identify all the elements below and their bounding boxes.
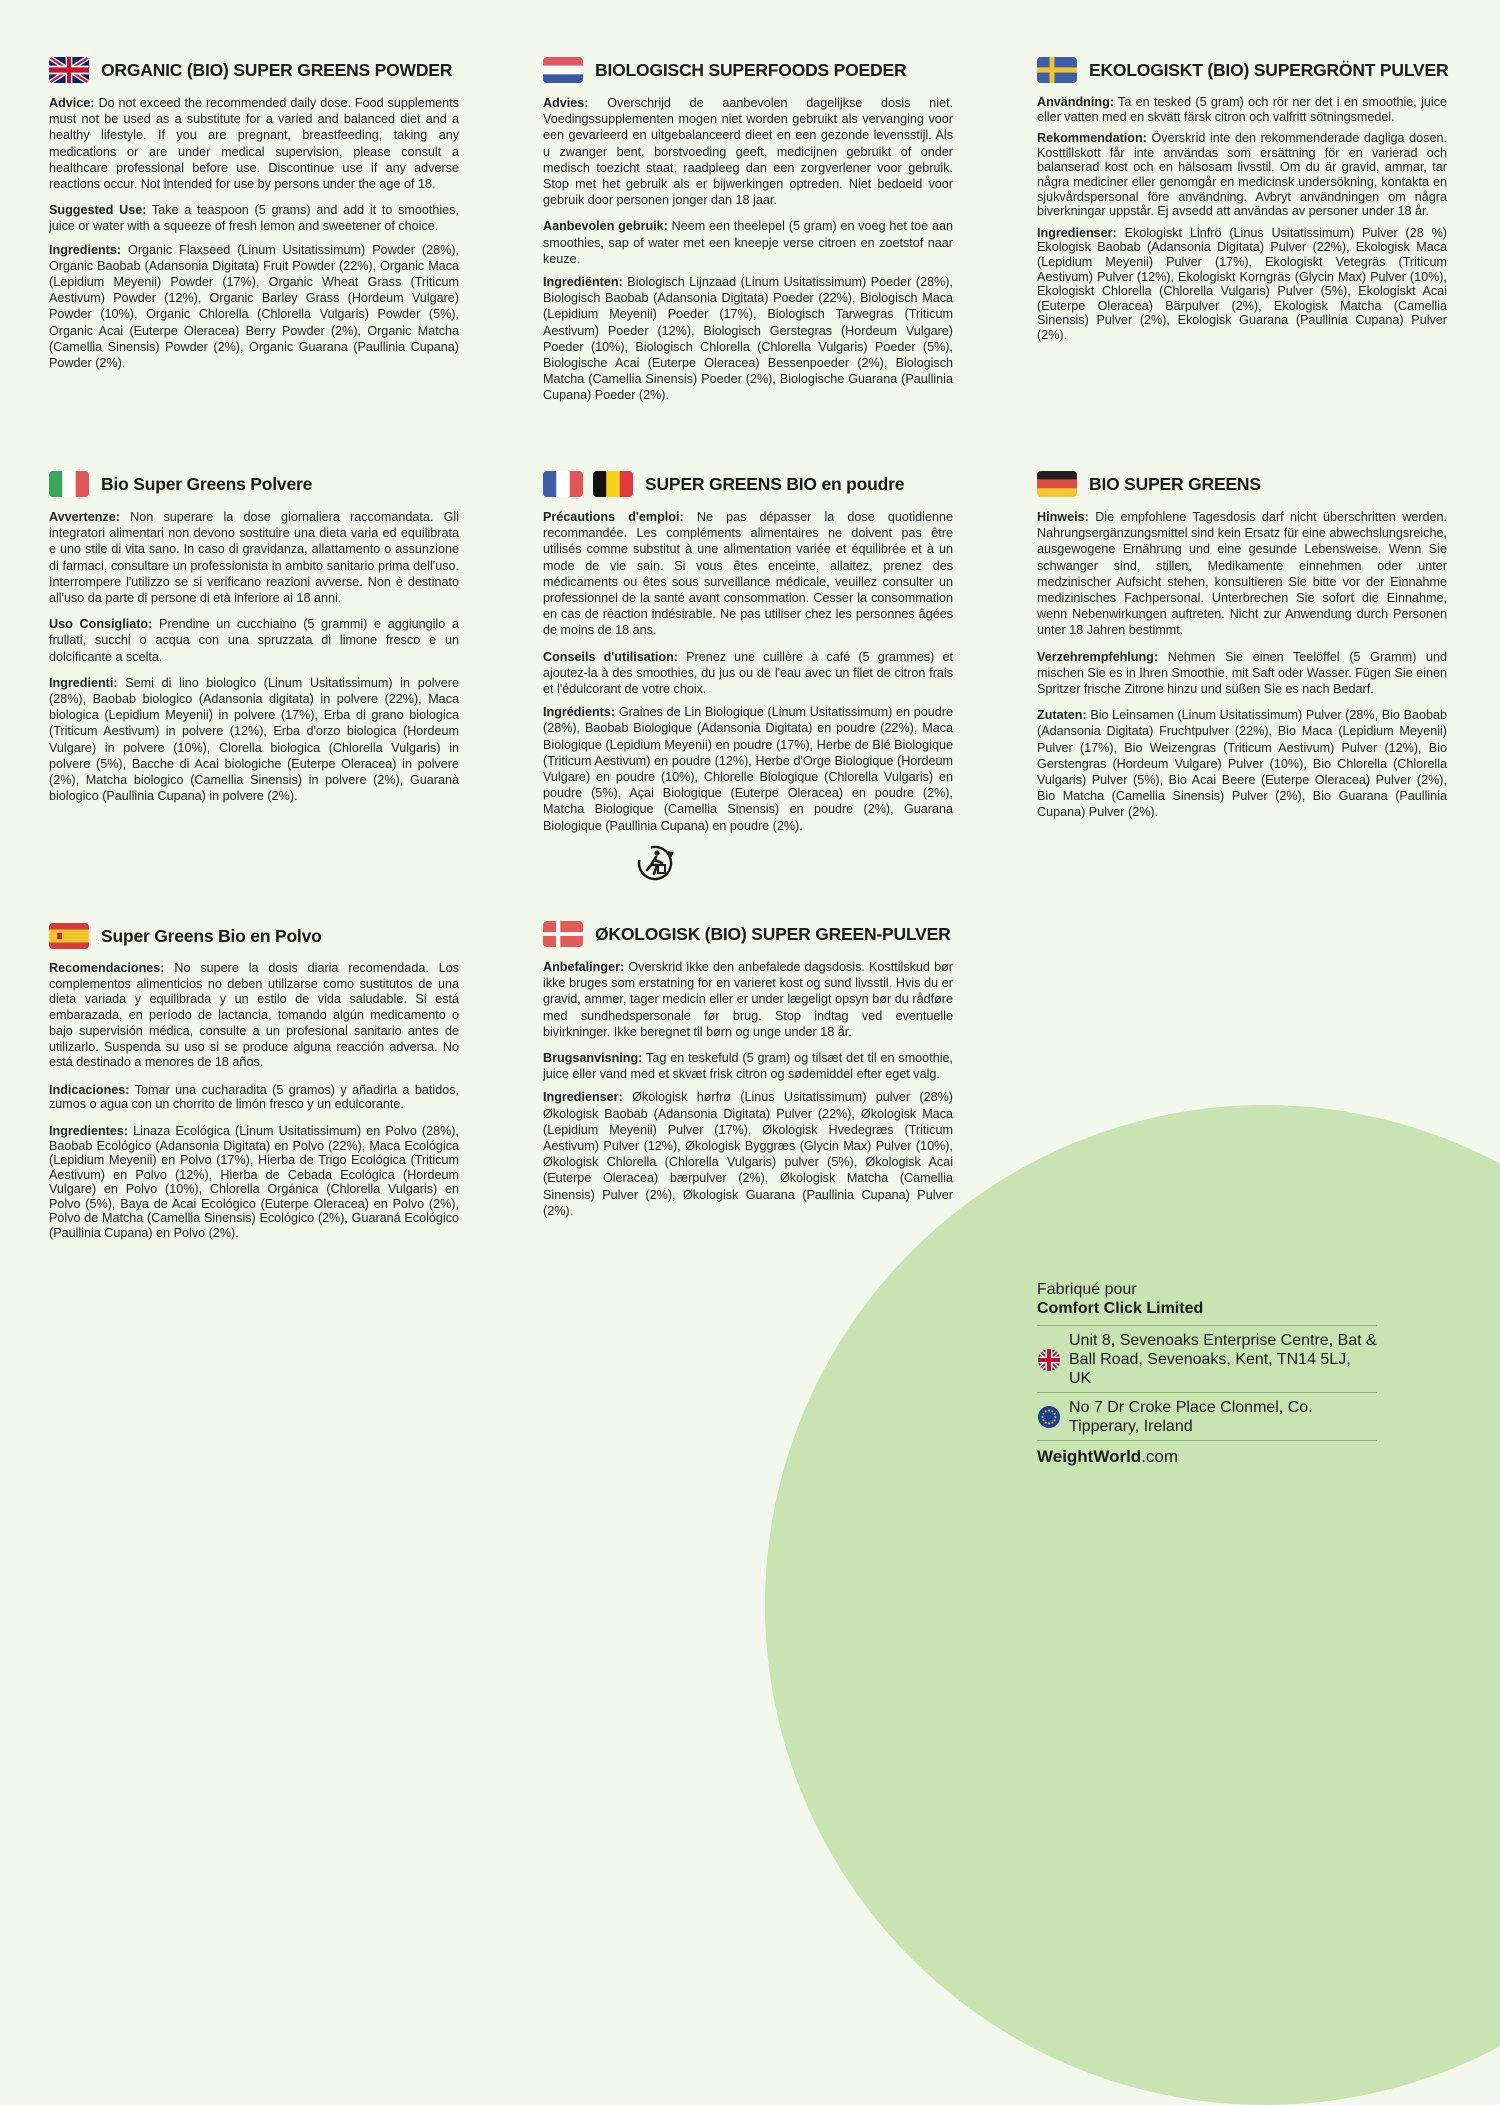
section-danish (543, 919, 953, 1226)
usage-text: Neem een theelepel (5 gram) en voeg het toe aan smoothies, sap of water met een kneepje verse citroen en zoetstof naar keuze. (543, 219, 953, 266)
advice-text: Ne pas dépasser la dose quotidienne recommandée. Les compléments alimentaires ne doivent pas être utilisés comme substitut à une alimentation variée et équilibrée et à un mode de vie sain. Si vous êtes enceinte, allaitez, prenez des médicaments ou êtes sous surveillance médicale, veuillez consulter un professionnel de la santé avant consommation. Cesser la consommation en cas de réaction indésirable. Ne pas utiliser chez les personnes âgées de moins de 18 ans. (543, 510, 953, 638)
eu-flag-icon (1037, 1405, 1061, 1429)
advice-text: Overskrid ikke den anbefalede dagsdosis. Kosttilskud bør ikke bruges som erstatning for en varieret kost og sund livsstil. Hvis du er gravid, ammer, tager medicin eller er under lægeligt opsyn bør du rådføre med sundhedspersonale før brug. Stop indtag ved eventuelle bivirkninger. Ikke beregnet til børn og unge under 18 år. (543, 960, 953, 1039)
section-title: Super Greens Bio en Polvo (101, 925, 322, 946)
usage-paragraph (49, 1083, 459, 1112)
manufacturer-info (1037, 1280, 1377, 1467)
section-title: BIOLOGISCH SUPERFOODS POEDER (595, 59, 907, 80)
advice-paragraph (49, 509, 459, 606)
website-label (1037, 1440, 1377, 1467)
ingredients-paragraph (49, 675, 459, 805)
ingredients-text: Ekologiskt Linfrö (Linus Usitatissimum) Pulver (28 %) Ekologisk Baobab (Adansonia Digitata) Pulver (22%), Ekologisk Maca (Lepidium Meyenii) Pulver (17%), Ekologiskt Vetegräs (Triticum Aestivum) Pulver (12%), Ekologiskt Korngräs (Glycin Max) Pulver (10%), Ekologiskt Chlorella (Chlorella Vulgaris) Pulver (5%), Ekologiskt Acai (Euterpe Oleracea) Bärpulver (2%), Ekologisk Matcha (Camellia Sinensis) Pulver (2%), Ekologisk Guarana (Paullinia Cupana) Pulver (2%). (1037, 225, 1447, 342)
advice-text: Non superare la dose giornaliera raccomandata. Gli integratori alimentari non devono sostituire una dieta varia ed equilibrata e uno stile di vita sano. In caso di gravidanza, allattamento o assunzione di farmaci, consultare un professionista in ambito sanitario prima dell'uso. Interrompere l'utilizzo se si verificano reazioni avverse. Non è destinato all'uso da parte di persone di età inferiore ai 18 anni. (49, 510, 459, 606)
usage-text: Ta en tesked (5 gram) och rör ner det i en smoothie, juice eller vatten med en skvätt färsk citron och valfritt sötningsmedel. (1037, 95, 1447, 124)
uk-address: Unit 8, Sevenoaks Enterprise Centre, Bat & Ball Road, Sevenoaks, Kent, TN14 5LJ, UK (1069, 1332, 1377, 1387)
section-title: SUPER GREENS BIO en poudre (645, 473, 905, 494)
decorative-green-circle (765, 1105, 1500, 2105)
usage-paragraph (49, 202, 459, 234)
advice-label: Recomendaciones: (49, 961, 165, 975)
section-swedish (1037, 55, 1447, 350)
usage-label: Indicaciones: (49, 1082, 130, 1097)
advice-paragraph (49, 961, 459, 1071)
made-for-label: Fabriqué pour (1037, 1281, 1137, 1298)
usage-text: Tomar una cucharadita (5 gramos) y añadirla a batidos, zumos o agua con un chorrito de limón fresco y un edulcorante. (49, 1082, 459, 1112)
ingredients-paragraph (543, 274, 953, 404)
section-title: ØKOLOGISK (BIO) SUPER GREEN-PULVER (595, 923, 951, 944)
ingredients-text: Biologisch Lijnzaad (Linum Usitatissimum) Poeder (28%), Biologisch Baobab (Adansonia Digitata) Poeder (22%), Biologisch Maca (Lepidium Meyenii) Poeder (17%), Biologisch Tarwegras (Triticum Aestivum) Poeder (12%), Biologisch Gerstegras (Hordeum Vulgare) Poeder (10%), Biologisch Chlorella (Chlorella Vulgaris) Poeder (5%), Biologische Acai (Euterpe Oleracea) Bessenpoeder (2%), Biologisch Matcha (Camellia Sinensis) Poeder (2%), Biologische Guarana (Paullinia Cupana) Poeder (2%). (543, 275, 953, 403)
tidy-man-recycle-icon (635, 843, 675, 883)
ireland-address-row (1037, 1392, 1377, 1440)
advice-label: Hinweis: (1037, 510, 1089, 524)
section-italian (49, 469, 459, 811)
usage-label: Brugsanvisning: (543, 1051, 643, 1066)
germany-flag-icon (1037, 471, 1077, 497)
usage-label: Användning: (1037, 95, 1114, 109)
usage-paragraph (543, 1050, 953, 1082)
advice-paragraph (543, 959, 953, 1040)
france-flag-icon (543, 471, 583, 497)
section-header (49, 921, 459, 951)
advice-label: Avvertenze: (49, 510, 120, 524)
ingredients-label: Zutaten: (1037, 708, 1087, 723)
section-spanish (49, 921, 459, 1248)
usage-label: Conseils d'utilisation: (543, 649, 678, 664)
ingredients-paragraph (1037, 226, 1447, 343)
usage-label: Aanbevolen gebruik: (543, 219, 668, 234)
usage-label: Verzehrempfehlung: (1037, 649, 1159, 664)
usage-label: Uso Consigliato: (49, 617, 153, 632)
section-english (49, 55, 459, 378)
italy-flag-icon (49, 471, 89, 497)
ingredients-label: Ingredients: (49, 242, 122, 257)
section-header (1037, 469, 1447, 499)
advice-text: Overschrijd de aanbevolen dagelijkse dosis niet. Voedingssupplementen mogen niet worden gebruikt als vervanging voor een gevarieerd en uitgebalanceerd dieet en een gezonde levensstijl. Als u zwanger bent, borstvoeding geeft, medicijnen gebruikt of onder medisch toezicht staat, raadpleeg dan een zorgverlener voor gebruik. Stop met het gebruik als er bijwerkingen optreden. Niet bedoeld voor gebruik door personen jonger dan 18 jaar. (543, 96, 953, 208)
ingredients-text: Semi di lino biologico (Linum Usitatissimum) in polvere (28%), Baobab biologico (Adansonia digitata) in polvere (22%), Maca biologica (Lepidium Meyenii) in polvere (17%), Erba di grano biologica (Triticum Aestivum) in polvere (12%), Erba d'orzo biologica (Hordeum Vulgare) in polvere (10%), Clorella biologica (Chlorella Vulgaris) in polvere (5%), Bacche di Acai biologiche (Euterpe Oleracea) in polvere (2%), Matcha biologico (Camellia Sinensis) in polvere (2%), Guaranà biologico (Paullinia Cupana) in polvere (2%). (49, 675, 459, 804)
usage-paragraph (543, 649, 953, 698)
usage-label: Suggested Use: (49, 203, 147, 218)
ingredients-text: Organic Flaxseed (Linum Usitatissimum) Powder (28%), Organic Baobab (Adansonia Digitata) Fruit Powder (22%), Organic Maca (Lepidium Meyenii) Powder (17%), Organic Wheat Grass (Triticum Aestivum) Powder (12%), Organic Barley Grass (Hordeum Vulgare) Powder (10%), Organic Chlorella (Chlorella Vulgaris) Powder (5%), Organic Acai (Euterpe Oleracea) Berry Powder (2%), Organic Matcha (Camellia Sinensis) Powder (2%), Organic Guarana (Paullinia Cupana) Powder (2%). (49, 242, 459, 371)
usage-text: Nehmen Sie einen Teelöffel (5 Gramm) und mischen Sie es in Ihren Smoothie, mit Saft oder Wasser. Fügen Sie einen Spritzer frische Zitrone hinzu und süßen Sie es nach Bedarf. (1037, 649, 1447, 697)
advice-paragraph (1037, 509, 1447, 639)
section-title: EKOLOGISKT (BIO) SUPERGRÖNT PULVER (1089, 59, 1449, 80)
ingredients-text: Bio Leinsamen (Linum Usitatissimum) Pulver (28%, Bio Baobab (Adansonia Digitata) Fruchtpulver (22%), Bio Maca (Lepidium Meyenii) Pulver (17%), Bio Weizengras (Triticum Aestivum) Pulver (12%), Bio Gerstengras (Hordeum Vulgare) Pulver (10%), Bio Chlorella (Chlorella Vulgaris) Pulver (5%), Bio Acai Beere (Euterpe Oleracea) Pulver (2%), Bio Matcha (Camellia Sinensis) Pulver (2%), Bio Guarana (Paullinia Cupana) Pulver (2%). (1037, 708, 1447, 820)
ingredients-paragraph (1037, 707, 1447, 820)
advice-text: Do not exceed the recommended daily dose. Food supplements must not be used as a substitute for a varied and balanced diet and a healthy lifestyle. If you are pregnant, breastfeeding, taking any medications or are under medical supervision, please consult a healthcare professional before use. Discontinue use if any adverse reactions occur. Not intended for use by persons under the age of 18. (49, 96, 459, 192)
usage-text: Tag en teskefuld (5 gram) og tilsæt det til en smoothie, juice eller vand med et skvæt frisk citron og sødemiddel efter eget valg. (543, 1051, 953, 1082)
usage-paragraph (543, 218, 953, 267)
ingredients-paragraph (543, 704, 953, 834)
section-title: ORGANIC (BIO) SUPER GREENS POWDER (101, 59, 453, 80)
section-header (1037, 55, 1447, 85)
ingredients-paragraph (49, 1124, 459, 1241)
netherlands-flag-icon (543, 57, 583, 83)
section-header (543, 469, 953, 499)
section-german (1037, 469, 1447, 828)
advice-paragraph (543, 95, 953, 208)
uk-flag-icon (49, 57, 89, 83)
advice-label: Advice: (49, 96, 95, 110)
section-title: BIO SUPER GREENS (1089, 473, 1261, 494)
section-header (49, 55, 459, 85)
sweden-flag-icon (1037, 57, 1077, 83)
ingredients-label: Ingrédients: (543, 705, 616, 720)
ingredients-paragraph (49, 242, 459, 372)
usage-paragraph (1037, 95, 1447, 124)
advice-label: Précautions d'emploi: (543, 510, 684, 524)
ingredients-label: Ingredientes: (49, 1123, 129, 1138)
denmark-flag-icon (543, 921, 583, 947)
usage-text: Take a teaspoon (5 grams) and add it to smoothies, juice or water with a squeeze of fresh lemon and sweetener of choice. (49, 203, 459, 234)
usage-paragraph (1037, 649, 1447, 698)
advice-text: No supere la dosis diaria recomendada. Los complementos alimenticios no deben utilizarse como sustitutos de una dieta variada y equilibrada y un estilo de vida saludable. Si está embarazada, en período de lactancia, tomando algún medicamento o bajo supervisión médica, consulte a un profesional sanitario antes de utilizarlo. Suspenda su uso si se produce alguna reacción adversa. No está destinado a menores de 18 años. (49, 961, 459, 1070)
section-header (49, 469, 459, 499)
usage-text: Prendine un cucchiaino (5 grammi) e aggiungilo a frullati, succhi o acqua con una spruzzata di limone fresco e un dolcificante a scelta. (49, 617, 459, 664)
section-dutch (543, 55, 953, 411)
ingredients-paragraph (543, 1089, 953, 1219)
uk-flag-icon (1037, 1348, 1061, 1372)
advice-label: Advies: (543, 96, 589, 110)
website-suffix: .com (1141, 1447, 1179, 1466)
ireland-address: No 7 Dr Croke Place Clonmel, Co. Tipperary, Ireland (1069, 1399, 1313, 1435)
advice-paragraph (1037, 131, 1447, 219)
section-title: Bio Super Greens Polvere (101, 473, 313, 494)
section-french (543, 469, 953, 841)
ingredients-text: Graines de Lin Biologique (Linum Usitatissimum) en poudre (28%), Baobab Biologique (Adansonia Digitata) en poudre (22%), Maca Biologique (Lepidium Meyenii) en poudre (17%), Herbe de Blé Biologique (Triticum Aestivum) en poudre (12%), Herbe d'Orge Biologique (Hordeum Vulgare) en poudre (10%), Chlorelle Biologique (Chlorella Vulgaris) en poudre (5%), Açai Biologique (Euterpe Oleracea) en poudre (2%), Matcha Biologique (Camellia Sinensis) en poudre (2%), Guarana Biologique (Paullinia Cupana) en poudre (2%). (543, 705, 953, 833)
advice-paragraph (543, 509, 953, 639)
ingredients-text: Økologisk hørfrø (Linus Usitatissimum) pulver (28%) Økologisk Baobab (Adansonia Digitata) Pulver (22%), Økologisk Maca (Lepidium Meyenii) Pulver (17%), Økologisk Hvedegræs (Triticum Aestivum) Pulver (12%), Økologisk Byggræs (Glycin Max) Pulver (10%), Økologisk Chlorella (Chlorella Vulgaris) pulver (5%), Økologisk Acai (Euterpe Oleracea) bærpulver (2%), Økologisk Matcha (Camellia Sinensis) Pulver (2%), Økologisk Guarana (Paullinia Cupana) Pulver (2%). (543, 1090, 953, 1218)
ingredients-label: Ingredienti: (49, 675, 118, 690)
section-header (543, 919, 953, 949)
company-name: Comfort Click Limited (1037, 1300, 1204, 1317)
usage-paragraph (49, 616, 459, 665)
advice-label: Rekommendation: (1037, 131, 1147, 146)
uk-address-row (1037, 1325, 1377, 1392)
usage-text: Prenez une cuillère à café (5 grammes) et ajoutez-la à des smoothies, du jus ou de l'eau avec un filet de citron frais et l'édulcorant de votre choix. (543, 649, 954, 697)
belgium-flag-icon (593, 471, 633, 497)
advice-text: Die empfohlene Tagesdosis darf nicht überschritten werden. Nahrungsergänzungsmittel sind kein Ersatz für eine abwechslungsreiche, ausgewogene Ernährung und eine gesunde Lebensweise. Wenn Sie schwanger sind, stillen, Medikamente einnehmen oder unter medzinischer Aufsicht stehen, konsultieren Sie bitte vor der Einnahme medizinisches Fachpersonal. Unterbrechen Sie sofort die Einnahme, wenn Nebenwirkungen auftreten. Nicht zur Anwendung durch Personen unter 18 Jahren bestimmt. (1037, 510, 1447, 638)
advice-text: Överskrid inte den rekommenderade dagliga dosen. Kosttillskott får inte användas som ersättning för en varierad och balanserad kost och en hälsosam livsstil. Om du är gravid, ammar, tar några mediciner eller genomgår en medicinsk undersökning, kontakta en sjukvårdspersonal före användning. Avbryt användningen om några biverkningar uppstår. Ej avsedd att användas av personer under 18 år. (1037, 131, 1447, 219)
website-bold: WeightWorld (1037, 1447, 1142, 1466)
ingredients-label: Ingredienser: (1037, 225, 1117, 240)
section-header (543, 55, 953, 85)
advice-label: Anbefalinger: (543, 960, 625, 974)
ingredients-label: Ingredienser: (543, 1090, 623, 1105)
spain-flag-icon (49, 923, 89, 949)
advice-paragraph (49, 95, 459, 192)
ingredients-label: Ingrediënten: (543, 275, 623, 290)
ingredients-text: Linaza Ecológica (Linum Usitatissimum) en Polvo (28%), Baobab Ecológico (Adansonia Digitata) en Polvo (22%), Maca Ecológica (Lepidium Meyenii) en Polvo (17%), Hierba de Trigo Ecológica (Triticum Aestivum) en Polvo (12%), Hierba de Cebada Ecológica (Hordeum Vulgare) en Polvo (10%), Chlorella Orgánica (Chlorella Vulgaris) en Polvo (5%), Baya de Acai Ecológico (Euterpe Oleracea) en Polvo (2%), Polvo de Matcha (Camellia Sinensis) Ecológico (2%), Guaraná Ecológico (Paullinia Cupana) en Polvo (2%). (49, 1123, 459, 1241)
